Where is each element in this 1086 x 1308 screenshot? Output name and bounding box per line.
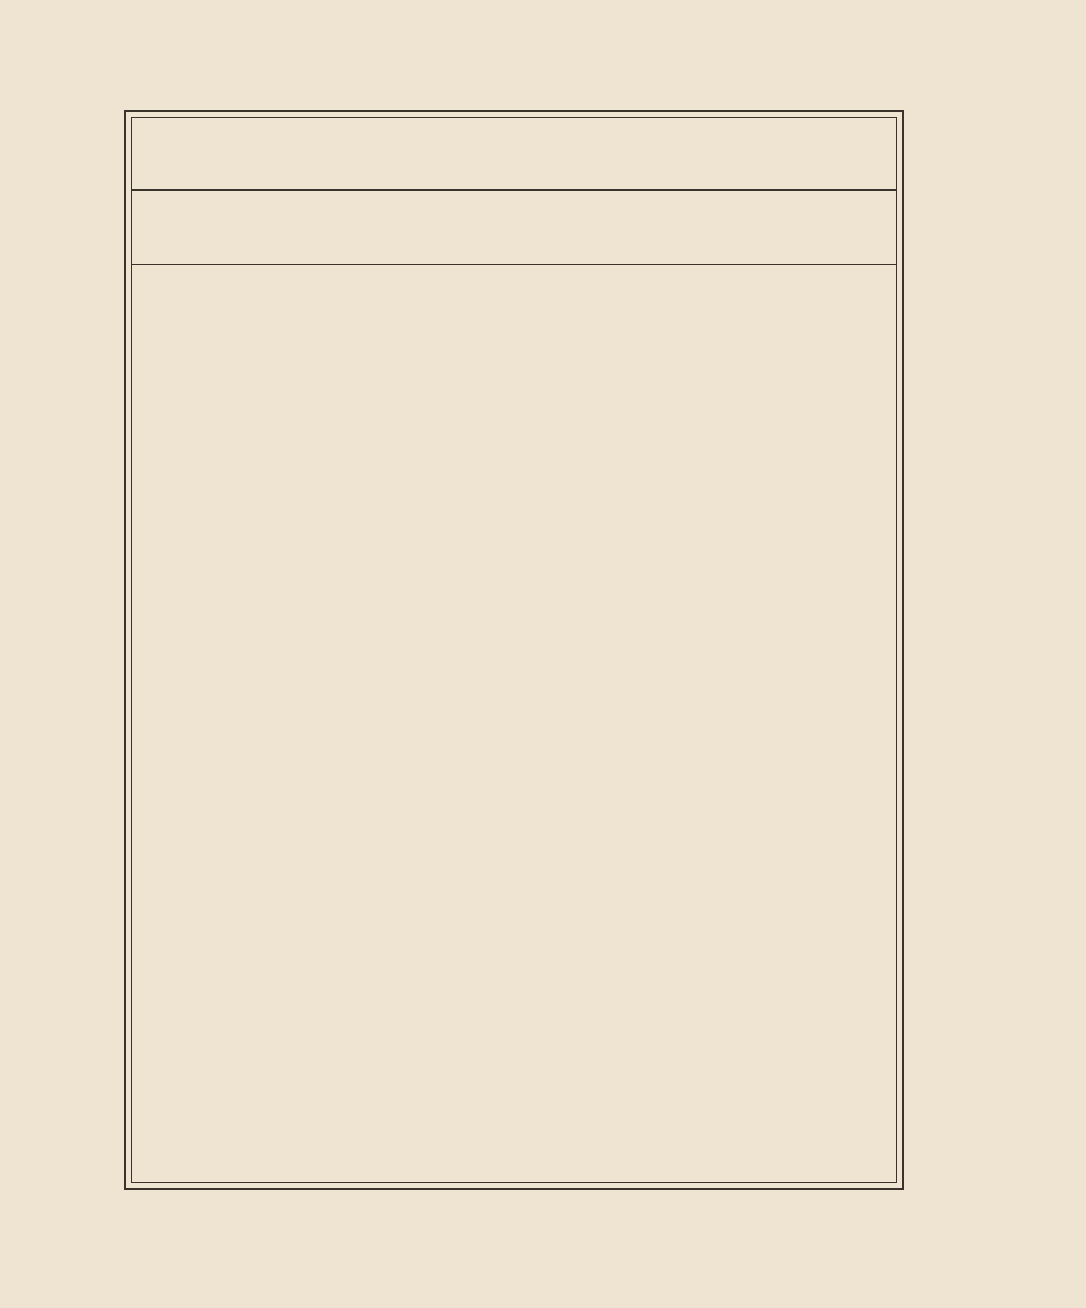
header-row bbox=[131, 190, 897, 264]
footer bbox=[126, 1087, 902, 1177]
table-frame bbox=[124, 110, 904, 1190]
month-header bbox=[131, 190, 244, 264]
temperature-table bbox=[131, 189, 897, 265]
table-frame-inner bbox=[131, 117, 897, 1183]
